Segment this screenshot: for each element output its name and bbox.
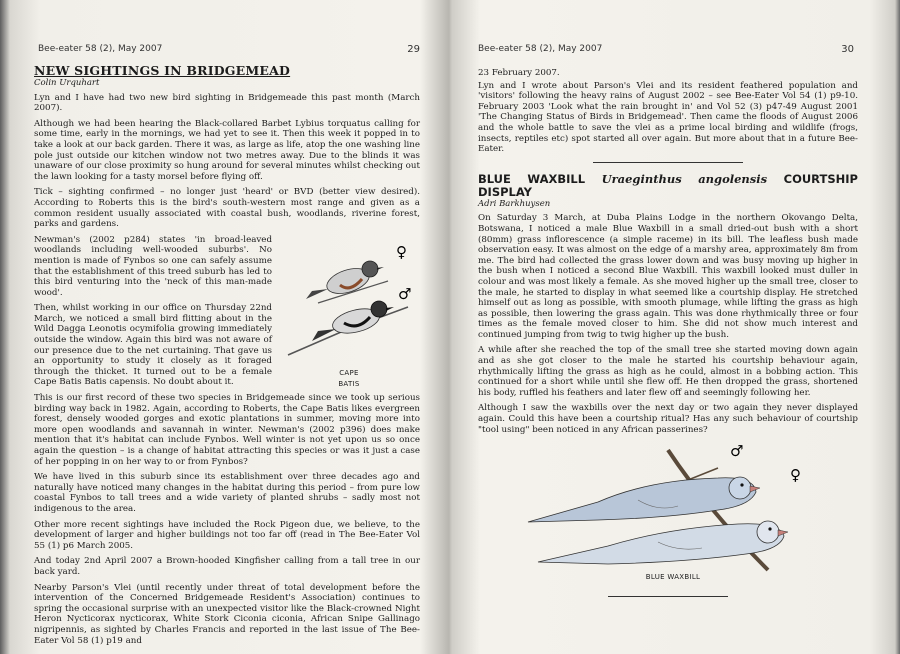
end-divider [608, 596, 728, 597]
female-symbol: ♀ [396, 242, 407, 261]
paragraph: Then, whilst working in our office on Thursday 22nd March, we noticed a small bird flitting about in the Wild Dagga Leonotis ocymifolia growing immediately outside the window. Again this bird was not aware of our presence due to the net curtaining. That gave us an opportunity to study it closely as it foraged through the thicket. It turned out to be a female Cape Batis Batis capensis. No doubt about it. [34, 303, 272, 388]
paragraph: Lyn and I wrote about Parson's Vlei and its resident feathered population and 'visitors' following the heavy rains of August 2002 – see Bee-Eater Vol 54 (1) p9-10. February 2003 'Look what the rain brought in' and Vol 52 (3) p47-49 August 2001 'The Changing Status of Birds in Bridgemead'. Then came the floods of August 2006 and the whole battle to save the vlei as a prime local birding and wildlife (frogs, insects, reptiles etc) spot started all over again. But more about that in a future Bee-Eater. [478, 80, 858, 155]
paragraph: A while after she reached the top of the small tree she started moving down again and as she got closer to the male he started his courtship behaviour again, rhythmically lifting the grass as high as he could, almost in a bobbing action. This continued for a short while until she flew off. He then dropped the grass, shortened his body, ruffled his feathers and later flew off and seemingly following her. [478, 345, 858, 398]
right-page [478, 0, 858, 654]
paragraph: We have lived in this suburb since its establishment over three decades ago and naturally have noticed many changes in the habitat during this period – from pure low coastal Fynbos to tall trees and a wide variety of planted shrubs – sadly most not indigenous to the area. [34, 472, 420, 514]
figure-caption: BLUE WAXBILL [645, 573, 701, 582]
cape-batis-illustration [278, 237, 420, 365]
page-number: 29 [407, 44, 420, 55]
female-symbol: ♀ [790, 466, 801, 485]
paragraph: And today 2nd April 2007 a Brown-hooded Kingfisher calling from a tall tree in our back yard. [34, 556, 420, 577]
article-title: BLUE WAXBILL Uraeginthus angolensis COURTSHIP DISPLAY [478, 171, 858, 199]
running-header: Bee-eater 58 (2), May 2007 [478, 44, 603, 54]
paragraph: Nearby Parson's Vlei (until recently under threat of total development before the intervention of the Concerned Bridgemeade Resident's Association) continues to spring the occasional surprise with an unexpected visitor like the Black-crowned Night Heron Nycticorax nycticorax, White Stork Ciconia ciconia, African Snipe Gallinago nigripennis, as sighted by Charles Francis and reported in the last issue of The Bee-Eater Vol 58 (1) p19 and [34, 582, 420, 646]
blue-waxbill-figure [518, 440, 818, 590]
paragraph: On Saturday 3 March, at Duba Plains Lodge in the northern Okovango Delta, Botswana, I noticed a male Blue Waxbill in a small dried-out bush with a short (80mm) grass inflorescence (a simple raceme) in its bill. The leafless bush made observation easy. It was almost on the edge of a marshy area, approximately 8m from me. The bird had collected the grass lower down and was busy moving up higher in the bush when I noticed a second Blue Waxbill. This waxbill looked must duller in colour and was most likely a female. As she moved higher up the small tree, closer to the male, he started to display in what seemed like a courtship display. He stretched himself out as long as possible, with smooth plumage, while lifting the grass as high as possible, then lowering the grass again. This was done rhythmically three or four times as the female moved closer to him. She did not show much interest and continued jumping from twig to twig higher up the bush. [478, 213, 858, 340]
running-header: Bee-eater 58 (2), May 2007 [38, 44, 163, 54]
paragraph: Other more recent sightings have included the Rock Pigeon due, we believe, to the development of larger and higher buildings not too far off (read in The Bee-Eater Vol 55 (1) p6 March 2005. [34, 519, 420, 551]
paragraph: Tick – sighting confirmed – no longer just 'heard' or BVD (better view desired). According to Roberts this is the bird's south-western most range and given as a common resident usually associated with coastal bush, woodlands, riverine forest, parks and gardens. [34, 187, 420, 230]
article-body [34, 64, 420, 651]
paragraph: Although we had been hearing the Black-collared Barbet Lybius torquatus calling for some time, early in the mornings, we had yet to see it. Then this week it popped in to take a look at our back garden. There it was, as large as life, atop the one washing line pole just outside our kitchen window not two metres away. Due to the blinds it was unaware of our close proximity so hung around for several minutes whilst checking out the lawn looking for a tasty morsel before flying off. [34, 118, 420, 182]
figure-caption: CAPE BATIS [338, 369, 360, 388]
section-divider [593, 162, 743, 163]
article-title: NEW SIGHTINGS IN BRIDGEMEAD [34, 63, 291, 78]
paragraph: 23 February 2007. [478, 68, 560, 78]
paragraph: Although I saw the waxbills over the next day or two again they never displayed again. Could this have been a courtship ritual? Has any such behaviour of courtship "tool using" been noticed in any African passerines? [478, 403, 858, 435]
left-page [34, 0, 420, 654]
article-author: Colin Urquhart [34, 78, 100, 88]
article-author: Adri Barkhuysen [478, 198, 551, 209]
male-symbol: ♂ [398, 284, 412, 303]
cape-batis-figure [278, 237, 420, 390]
male-symbol: ♂ [730, 442, 744, 461]
continuation-text [478, 68, 858, 597]
page-number: 30 [841, 44, 854, 55]
paragraph: Newman's (2002 p284) states 'in broad-leaved woodlands including well-wooded suburbs'. No mention is made of Fynbos so one can safely assume that the establishment of this treed suburb has led to this bird venturing into the 'neck of this man-made wood'. [34, 234, 272, 298]
paragraph: This is our first record of these two species in Bridgemeade since we took up serious birding way back in 1982. Again, according to Roberts, the Cape Batis likes evergreen forest, densely wooded gorges and exotic plantations in summer, moving more into more open woodlands and savannah in winter. Newman's (2002 p396) does make mention that it's habitat can include Fynbos. Well winter is not yet upon us so once again the question – is a change of habitat attracting this species or was it just a case of her popping in on her way to or from Fynbos? [34, 393, 420, 467]
paragraph: Lyn and I have had two new bird sighting in Bridgemeade this past month (March 2007). [34, 92, 420, 114]
blue-waxbill-illustration [518, 440, 818, 578]
